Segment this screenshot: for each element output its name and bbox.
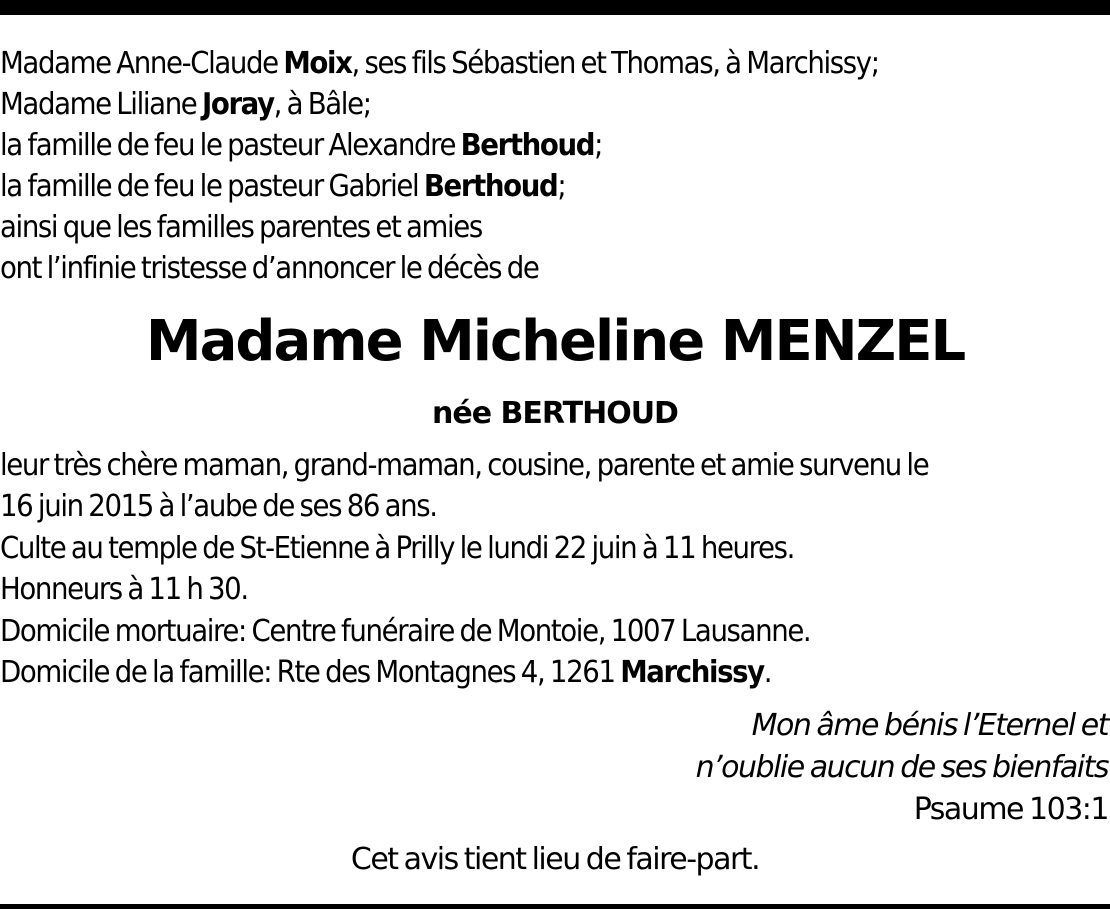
- family-line-1: Madame Anne-Claude Moix, ses fils Sébastien et Thomas, à Marchissy;: [0, 46, 879, 81]
- detail-line-5: Domicile mortuaire: Centre funéraire de Montoie, 1007 Lausanne.: [0, 614, 811, 649]
- quote-reference: Psaume 103:1: [913, 792, 1108, 827]
- detail-line-4: Honneurs à 11 h 30.: [0, 572, 248, 607]
- detail-line-3: Culte au temple de St-Etienne à Prilly le lundi 22 juin à 11 heures.: [0, 531, 795, 566]
- family-line-5: ainsi que les familles parentes et amies: [0, 210, 482, 245]
- family-line-2: Madame Liliane Joray, à Bâle;: [0, 87, 371, 122]
- deceased-maiden-name: née BERTHOUD: [432, 396, 678, 431]
- family-line-3: la famille de feu le pasteur Alexandre Berthoud;: [0, 128, 603, 163]
- quote-line-2: n’oublie aucun de ses bienfaits: [695, 750, 1108, 785]
- detail-line-1: leur très chère maman, grand-maman, cousine, parente et amie survenu le: [0, 448, 929, 483]
- quote-line-1: Mon âme bénis l’Eternel et: [751, 708, 1108, 743]
- bottom-border-rule: [0, 904, 1110, 909]
- family-line-6: ont l’infinie tristesse d’annoncer le décès de: [0, 251, 539, 286]
- detail-line-6: Domicile de la famille: Rte des Montagnes 4, 1261 Marchissy.: [0, 655, 772, 690]
- family-line-4: la famille de feu le pasteur Gabriel Berthoud;: [0, 169, 566, 204]
- detail-line-2: 16 juin 2015 à l’aube de ses 86 ans.: [0, 489, 437, 524]
- deceased-name: Madame Micheline MENZEL: [145, 309, 965, 374]
- top-border-rule: [0, 0, 1110, 15]
- closing-note: Cet avis tient lieu de faire-part.: [350, 842, 760, 877]
